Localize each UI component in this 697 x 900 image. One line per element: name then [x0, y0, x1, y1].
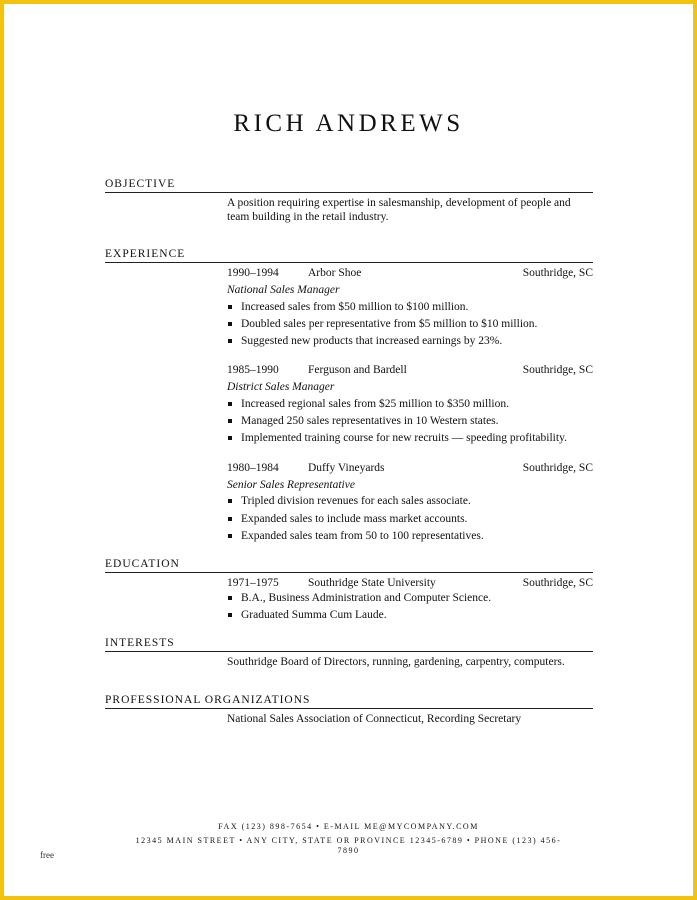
bullet-icon	[228, 402, 232, 406]
bullet-icon	[228, 534, 232, 538]
bullet-icon	[228, 305, 232, 309]
job-company: Duffy Vineyards	[308, 462, 385, 474]
job-company: Arbor Shoe	[308, 267, 362, 279]
job-title: Senior Sales Representative	[227, 479, 355, 491]
education-location: Southridge, SC	[522, 577, 593, 589]
objective-heading: OBJECTIVE	[105, 177, 593, 193]
objective-line: team building in the retail industry.	[227, 211, 389, 223]
education-years: 1971–1975	[227, 577, 279, 589]
bullet-icon	[228, 322, 232, 326]
job-title: National Sales Manager	[227, 284, 340, 296]
resume-name: RICH ANDREWS	[233, 110, 464, 137]
education-heading: EDUCATION	[105, 557, 593, 573]
bullet-icon	[228, 436, 232, 440]
bullet-icon	[228, 499, 232, 503]
job-row	[227, 363, 593, 377]
education-row	[227, 576, 593, 590]
job-title: District Sales Manager	[227, 381, 335, 393]
bullet-icon	[228, 419, 232, 423]
bullet-icon	[228, 613, 232, 617]
objective-line: A position requiring expertise in salesmanship, development of people and	[227, 197, 571, 209]
bullet-icon	[228, 339, 232, 343]
objective-text	[227, 196, 593, 224]
experience-heading: EXPERIENCE	[105, 247, 593, 263]
job-years: 1985–1990	[227, 364, 279, 376]
footer-contact-line: FAX (123) 898-7654 • E-MAIL ME@MYCOMPANY.COM	[218, 822, 479, 831]
job-row	[227, 266, 593, 280]
footer-address-line: 12345 MAIN STREET • ANY CITY, STATE OR PROVINCE 12345-6789 • PHONE (123) 456-	[135, 836, 562, 845]
education-school: Southridge State University	[308, 577, 436, 589]
job-location: Southridge, SC	[522, 462, 593, 474]
watermark-text: free	[40, 850, 54, 860]
job-row	[227, 461, 593, 475]
bullet-icon	[228, 517, 232, 521]
job-years: 1980–1984	[227, 462, 279, 474]
job-location: Southridge, SC	[522, 364, 593, 376]
job-company: Ferguson and Bardell	[308, 364, 407, 376]
interests-heading: INTERESTS	[105, 636, 593, 652]
interests-text: Southridge Board of Directors, running, gardening, carpentry, computers.	[227, 656, 565, 668]
job-location: Southridge, SC	[522, 267, 593, 279]
bullet-icon	[228, 596, 232, 600]
organizations-heading: PROFESSIONAL ORGANIZATIONS	[105, 693, 593, 709]
footer-address-line-cont: 7890	[337, 846, 360, 855]
job-years: 1990–1994	[227, 267, 279, 279]
organizations-text: National Sales Association of Connecticut, Recording Secretary	[227, 713, 522, 725]
